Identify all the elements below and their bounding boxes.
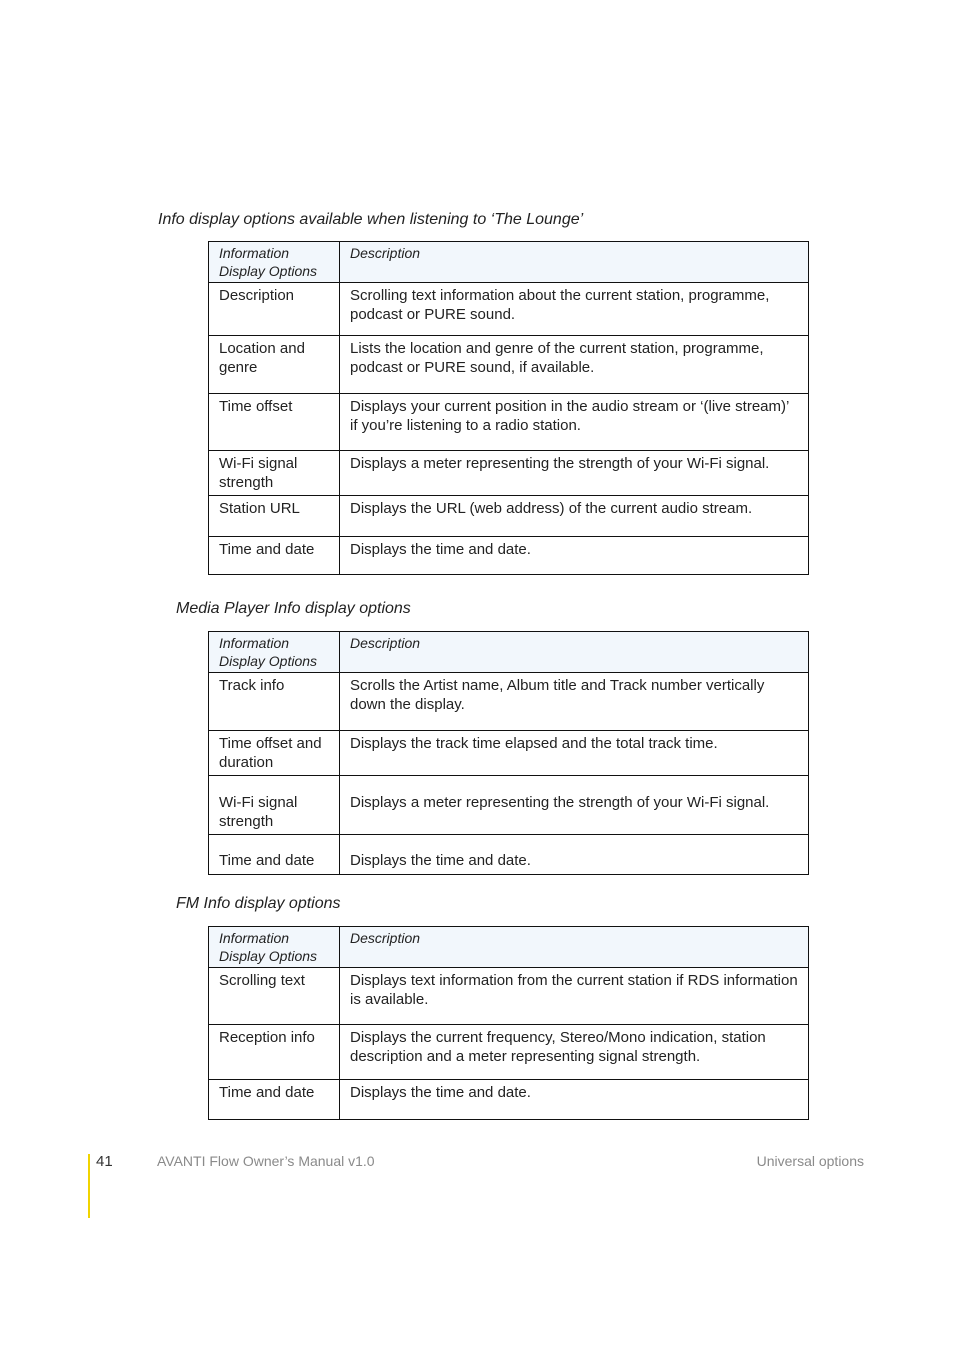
header-information-display-options: Information Display Options (209, 632, 340, 673)
table-header-row (209, 927, 809, 968)
option-cell: Station URL (209, 496, 340, 537)
description-cell: Displays the time and date. (340, 1080, 809, 1120)
table-row (209, 731, 809, 776)
header-description: Description (340, 632, 809, 673)
description-cell: Displays a meter representing the strength of your Wi-Fi signal. (340, 451, 809, 496)
footer-manual-title: AVANTI Flow Owner’s Manual v1.0 (157, 1153, 375, 1169)
table-row (209, 283, 809, 336)
header-description: Description (340, 927, 809, 968)
option-cell: Reception info (209, 1025, 340, 1080)
header-information-display-options: Information Display Options (209, 927, 340, 968)
table-row (209, 835, 809, 875)
description-cell: Lists the location and genre of the current station, programme, podcast or PURE sound, if available. (340, 336, 809, 394)
table-caption-media-player: Media Player Info display options (176, 600, 411, 617)
info-table-lounge (208, 241, 809, 575)
table-row (209, 776, 809, 835)
option-cell: Wi-Fi signal strength (209, 776, 340, 835)
option-cell: Time offset and duration (209, 731, 340, 776)
option-cell: Time and date (209, 1080, 340, 1120)
page-number: 41 (96, 1153, 113, 1170)
table-caption-fm: FM Info display options (176, 895, 341, 912)
table-header-row (209, 242, 809, 283)
description-cell: Displays text information from the current station if RDS information is available. (340, 968, 809, 1025)
header-information-display-options: Information Display Options (209, 242, 340, 283)
table-row (209, 496, 809, 537)
description-cell: Displays your current position in the audio stream or ‘(live stream)’ if you’re listening to a radio station. (340, 394, 809, 451)
description-cell: Displays the current frequency, Stereo/Mono indication, station description and a meter representing signal strength. (340, 1025, 809, 1080)
footer-section-name: Universal options (756, 1153, 864, 1169)
option-cell: Wi-Fi signal strength (209, 451, 340, 496)
table-header-row (209, 632, 809, 673)
table-row (209, 1025, 809, 1080)
info-table-fm (208, 926, 809, 1120)
description-cell: Displays a meter representing the strength of your Wi-Fi signal. (340, 776, 809, 835)
table-row (209, 394, 809, 451)
option-cell: Scrolling text (209, 968, 340, 1025)
option-cell: Time and date (209, 537, 340, 575)
description-cell: Displays the time and date. (340, 537, 809, 575)
description-cell: Displays the URL (web address) of the current audio stream. (340, 496, 809, 537)
option-cell: Description (209, 283, 340, 336)
description-cell: Scrolls the Artist name, Album title and Track number vertically down the display. (340, 673, 809, 731)
description-cell: Displays the track time elapsed and the total track time. (340, 731, 809, 776)
option-cell: Track info (209, 673, 340, 731)
description-cell: Scrolling text information about the current station, programme, podcast or PURE sound. (340, 283, 809, 336)
table-row (209, 537, 809, 575)
option-cell: Location and genre (209, 336, 340, 394)
page-accent-bar (88, 1154, 90, 1218)
table-row (209, 968, 809, 1025)
option-cell: Time offset (209, 394, 340, 451)
info-table-media-player (208, 631, 809, 875)
option-cell: Time and date (209, 835, 340, 875)
table-row (209, 673, 809, 731)
table-row (209, 451, 809, 496)
header-description: Description (340, 242, 809, 283)
description-cell: Displays the time and date. (340, 835, 809, 875)
table-caption-lounge: Info display options available when listening to ‘The Lounge’ (158, 211, 584, 228)
table-row (209, 1080, 809, 1120)
table-row (209, 336, 809, 394)
